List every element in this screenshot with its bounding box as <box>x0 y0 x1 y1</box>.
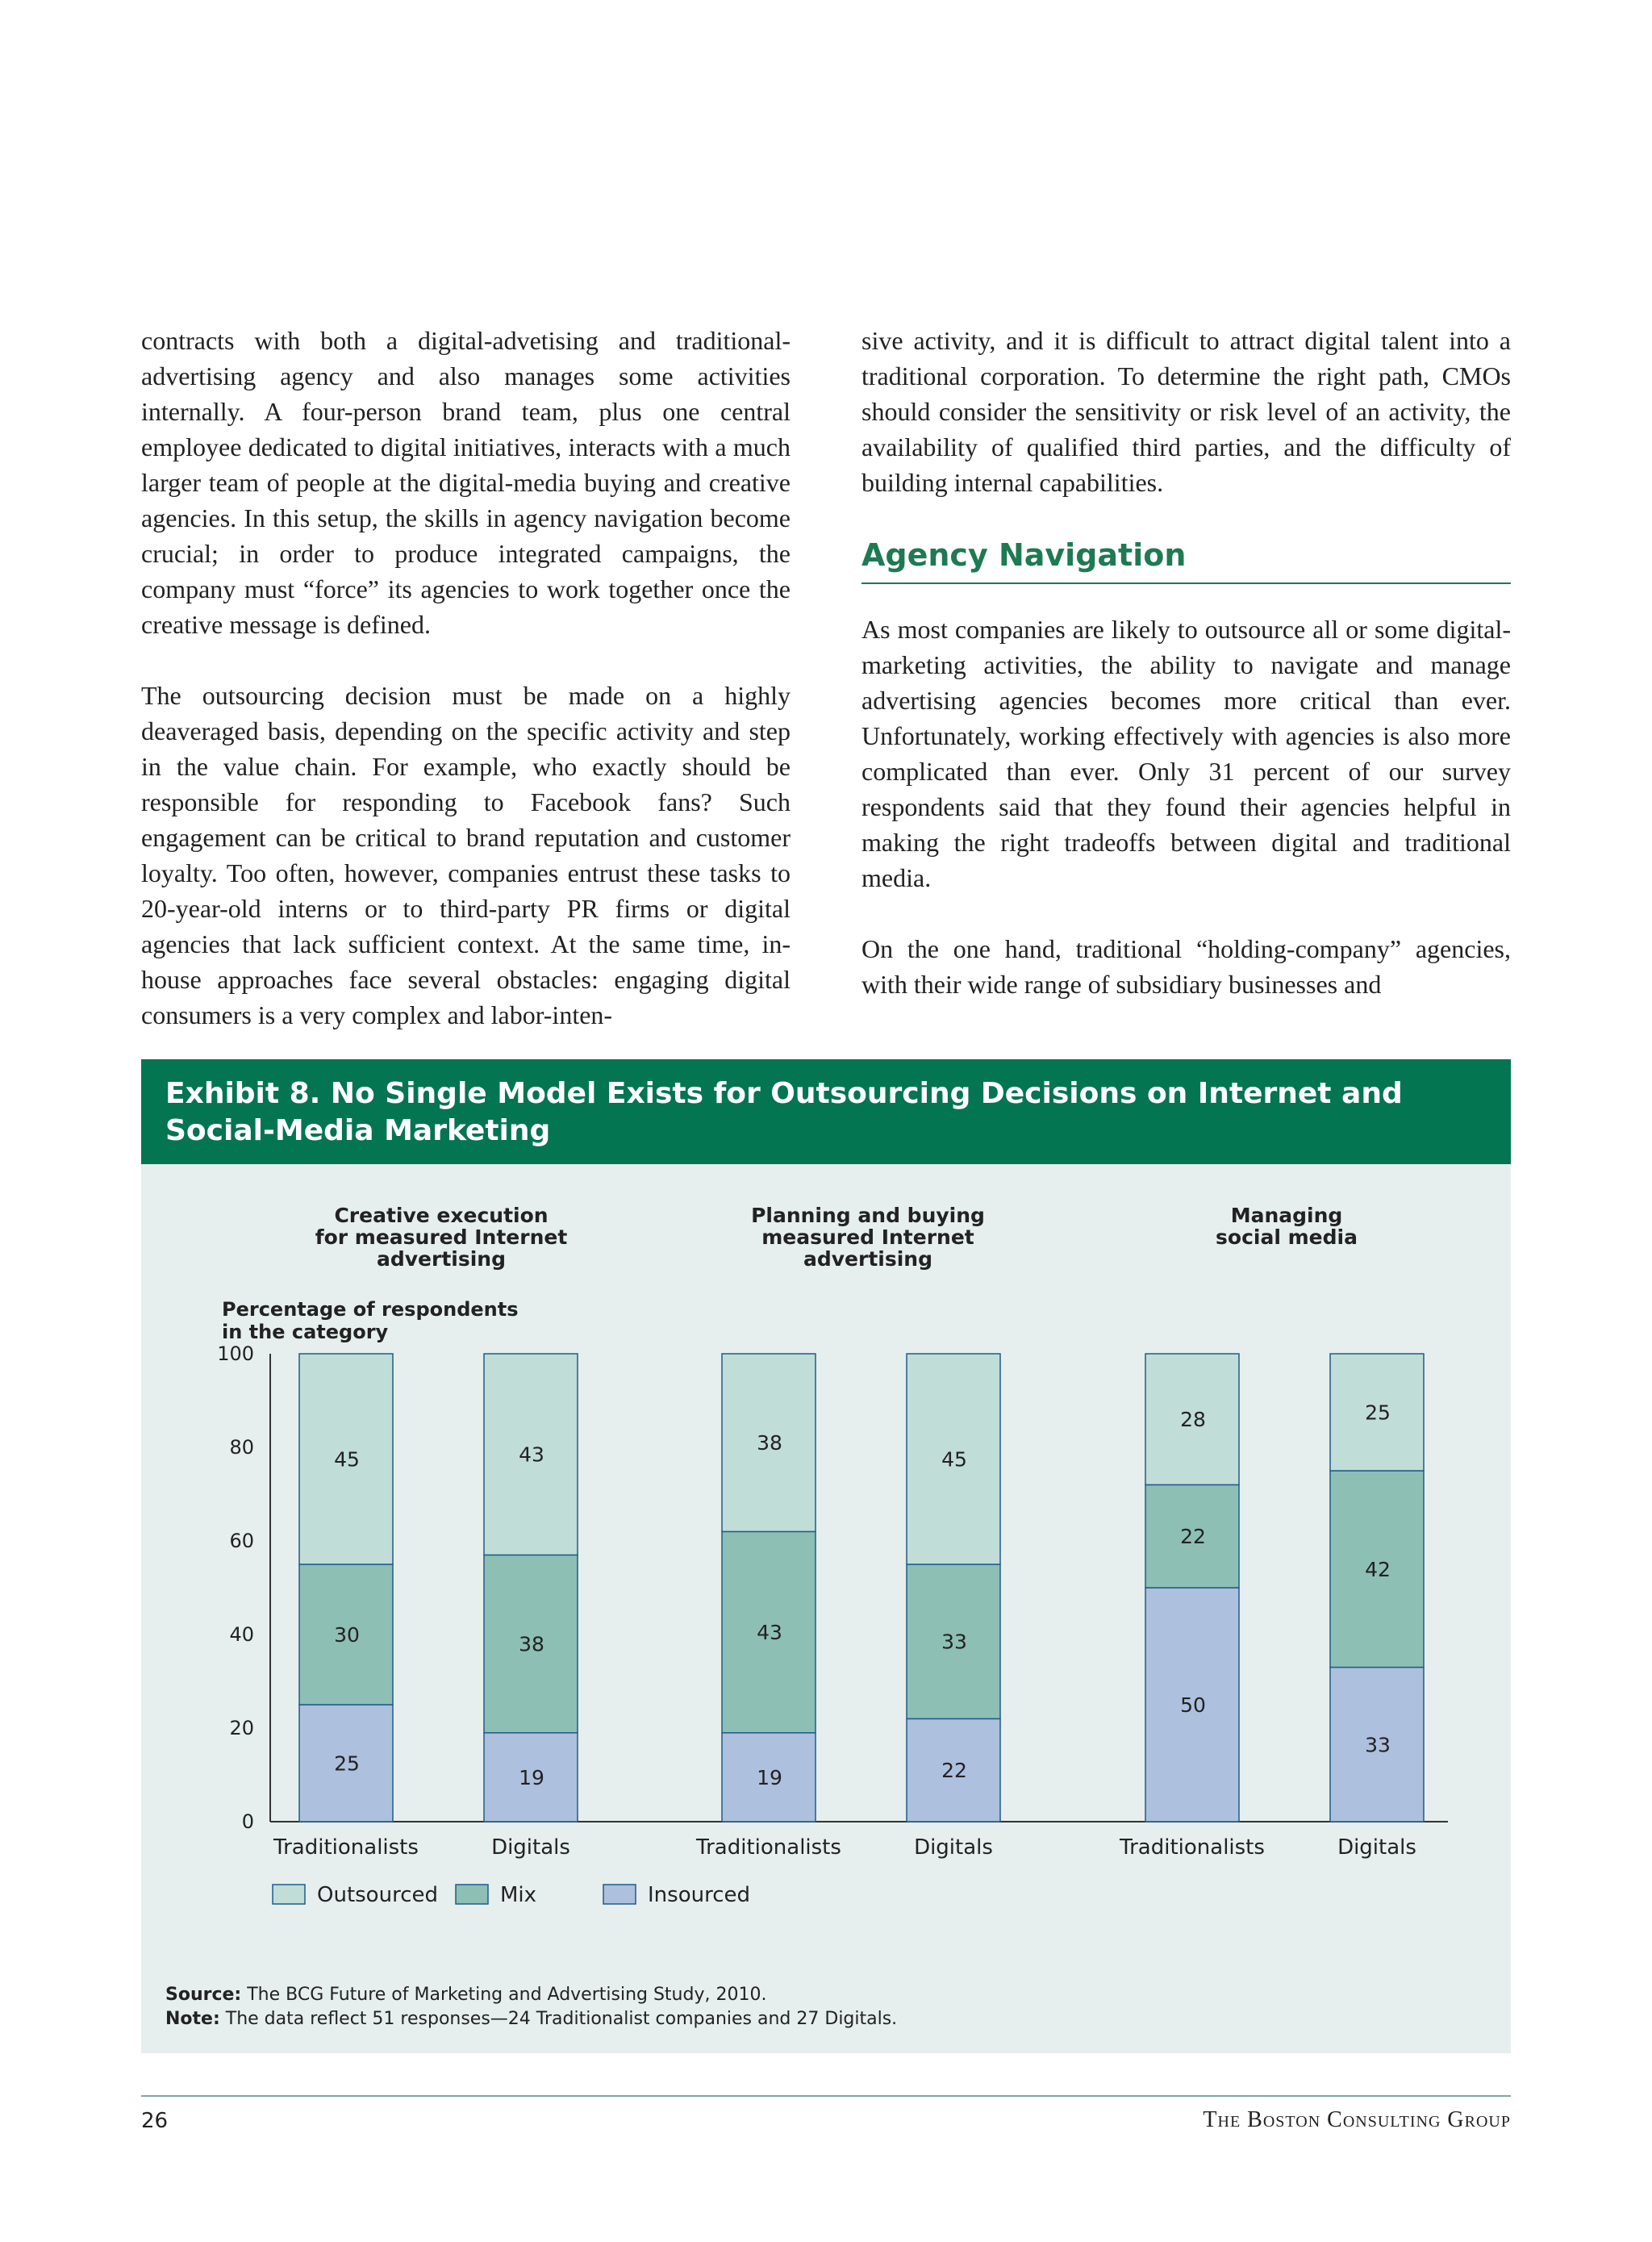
page-number: 26 <box>141 2109 169 2133</box>
note-text: The data reflect 51 responses—24 Traditionalist companies and 27 Digitals. <box>225 2009 898 2029</box>
data-label: 22 <box>1180 1525 1206 1549</box>
y-tick-label: 80 <box>229 1436 254 1459</box>
group-title: social media <box>1216 1225 1358 1249</box>
body-paragraph: The outsourcing decision must be made on a highly deaveraged basis, depending on the specific activity and step in the value chain. For example, who exactly should be responsible for responding to Facebook fans? Such engagement can be critical to brand reputation and customer loyalty. Too often, however, companies entrust these tasks to 20-year-old interns or to third-party PR firms or digital agencies that lack sufficient context. At the same time, in-house approaches face several obstacles: engaging digital consumers is a very complex and labor-inten- <box>141 681 791 1029</box>
group-title: for measured Internet <box>315 1225 568 1249</box>
data-label: 25 <box>334 1751 360 1776</box>
data-label: 45 <box>334 1447 360 1472</box>
legend-label: Outsourced <box>317 1883 438 1907</box>
body-paragraph: On the one hand, traditional “holding-company” agencies, with their wide range of subsidiary businesses and <box>861 934 1511 999</box>
y-tick-label: 40 <box>229 1623 254 1646</box>
x-tick-label: Digitals <box>491 1835 570 1860</box>
data-label: 38 <box>757 1431 782 1455</box>
data-label: 33 <box>941 1630 967 1654</box>
legend-label: Mix <box>500 1883 537 1907</box>
y-tick-label: 60 <box>229 1530 254 1552</box>
x-tick-label: Digitals <box>914 1835 993 1860</box>
note-line <box>165 2007 897 2031</box>
source-line <box>165 1983 897 2007</box>
note-label: Note: <box>165 2009 220 2029</box>
x-tick-label: Traditionalists <box>1120 1835 1265 1860</box>
data-label: 19 <box>757 1765 782 1789</box>
legend-swatch <box>603 1885 636 1904</box>
data-label: 43 <box>519 1442 544 1467</box>
group-title: Planning and buying <box>751 1204 985 1227</box>
x-tick-label: Traditionalists <box>273 1835 419 1860</box>
x-tick-label: Traditionalists <box>696 1835 841 1860</box>
x-tick-label: Digitals <box>1337 1835 1416 1860</box>
group-title: advertising <box>803 1247 933 1271</box>
y-axis-label: Percentage of respondents in the category <box>222 1298 519 1343</box>
section-heading: Agency Navigation <box>861 536 1511 584</box>
publisher-name: The Boston Consulting Group <box>1203 2107 1511 2132</box>
source-label: Source: <box>165 1985 242 2005</box>
group-title: Creative execution <box>334 1204 549 1227</box>
data-label: 30 <box>334 1623 360 1647</box>
stacked-bar-chart <box>141 1059 1511 1971</box>
data-label: 33 <box>1365 1733 1391 1757</box>
left-text-column <box>141 323 791 1068</box>
legend-swatch <box>456 1885 488 1904</box>
source-text: The BCG Future of Marketing and Advertising Study, 2010. <box>247 1985 767 2005</box>
y-tick-label: 0 <box>241 1810 254 1833</box>
data-label: 25 <box>1365 1401 1391 1425</box>
data-label: 42 <box>1365 1557 1391 1581</box>
group-title: measured Internet <box>761 1225 974 1249</box>
exhibit-title: Exhibit 8. No Single Model Exists for Outsourcing Decisions on Internet and Social-Media Marketing <box>141 1059 1511 1164</box>
body-paragraph: As most companies are likely to outsource all or some digital-marketing activities, the ability to navigate and manage advertising agencies becomes more critical than ever. Unfortunately, working effectively with agencies is also more complicated than ever. Only 31 percent of our survey respondents said that they found their agencies helpful in making the right tradeoffs between digital and traditional media. <box>861 615 1511 892</box>
data-label: 38 <box>519 1632 544 1656</box>
exhibit-notes <box>165 1983 897 2031</box>
footer-divider <box>141 2095 1511 2097</box>
data-label: 50 <box>1180 1693 1206 1717</box>
exhibit-panel <box>141 1059 1511 2053</box>
right-text-column <box>861 323 1511 1037</box>
data-label: 45 <box>941 1447 967 1472</box>
y-tick-label: 20 <box>229 1717 254 1739</box>
data-label: 22 <box>941 1759 967 1783</box>
data-label: 28 <box>1180 1408 1206 1432</box>
body-paragraph: contracts with both a digital-advetising and traditional-advertising agency and also manages some activities internally. A four-person brand team, plus one central employee dedicated to digital initiatives, interacts with a much larger team of people at the digital-media buying and creative agencies. In this setup, the skills in agency navigation become crucial; in order to produce integrated campaigns, the company must “force” its agencies to work together once the creative message is defined. <box>141 326 791 639</box>
data-label: 43 <box>757 1621 782 1645</box>
y-tick-label: 100 <box>217 1342 254 1365</box>
group-title: advertising <box>376 1247 507 1271</box>
data-label: 19 <box>519 1765 544 1789</box>
group-title: Managing <box>1230 1204 1343 1227</box>
legend-swatch <box>273 1885 305 1904</box>
body-paragraph: sive activity, and it is difficult to attract digital talent into a traditional corporation. To determine the right path, CMOs should consider the sensitivity or risk level of an activity, the availability of qualified third parties, and the difficulty of building internal capabilities. <box>861 326 1511 497</box>
legend-label: Insourced <box>648 1883 750 1907</box>
